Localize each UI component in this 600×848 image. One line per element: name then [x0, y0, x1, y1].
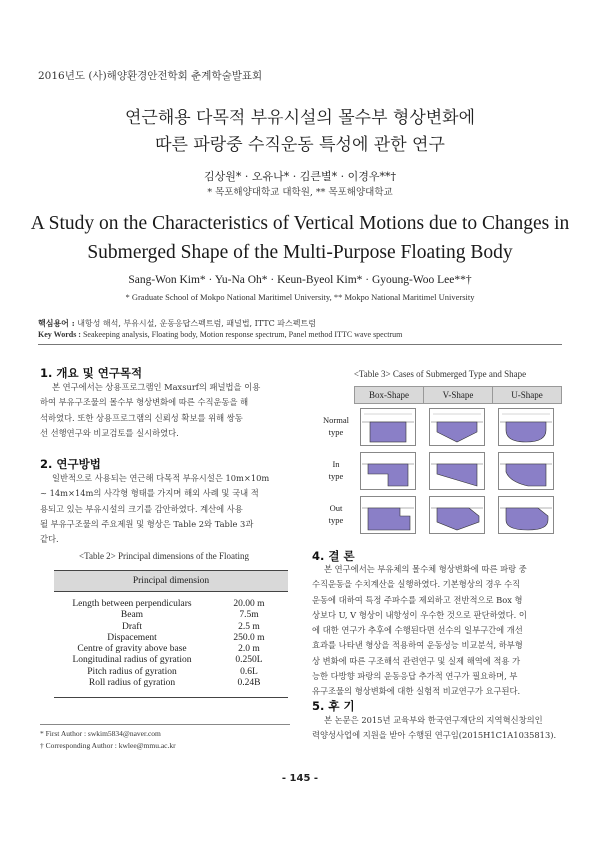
english-title-line-2: Submerged Shape of the Multi-Purpose Floating Body [87, 242, 513, 263]
conference-header: 2016년도 (사)해양환경안전학회 춘계학술발표회 [38, 70, 263, 82]
table-row [54, 599, 288, 610]
table-3-caption: <Table 3> Cases of Submerged Type and Shape [353, 369, 527, 379]
out-box-shape-figure [360, 496, 416, 534]
table-row [54, 667, 288, 678]
normal-u-shape-figure [498, 408, 554, 446]
keywords-korean-label: 핵심용어 : [38, 318, 75, 328]
korean-title-line-1: 연근해용 다목적 부유시설의 몰수부 형상변화에 [124, 108, 476, 128]
table-row [54, 644, 288, 655]
keywords-divider [38, 344, 562, 345]
table-3-col-v: V-Shape [423, 386, 493, 404]
section-1-line: 본 연구에서는 상용프로그램인 Maxsurf의 패널법을 이용 [52, 382, 261, 392]
section-4-line: 유구조물의 형상변화에 대한 실험적 비교연구가 요구된다. [312, 686, 521, 697]
keywords-korean-text: 내항성 해석, 부유시설, 운동응답스펙트럼, 패널법, ITTC 파스펙트럼 [77, 319, 316, 328]
row-label-line: Normal [323, 415, 349, 425]
table-2-bottom-rule [54, 697, 288, 698]
section-4-line: 운동에 대하여 특정 주파수를 제외하고 전반적으로 Box 형 [312, 594, 523, 605]
section-1-line: 석하였다. 또한 상용프로그램의 신뢰성 확보를 위해 쌍동 [40, 412, 243, 423]
table-row [54, 678, 288, 689]
section-2-line: 일반적으로 사용되는 연근해 다목적 부유시설은 10m×10m [52, 473, 270, 483]
table-2-caption: <Table 2> Principal dimensions of the Floating [79, 551, 249, 561]
table-row [54, 655, 288, 666]
normal-box-shape-figure [360, 408, 416, 446]
section-2-line: ~ 14m×14m의 사각형 형태를 가지며 해외 사례 및 국내 적 [40, 488, 259, 499]
out-u-shape-figure [498, 496, 554, 534]
korean-title-line-2: 따른 파랑중 수직운동 특성에 관한 연구 [155, 135, 445, 155]
section-2-line: 같다. [40, 534, 59, 545]
section-1-line: 하여 부유구조물의 몰수부 형상변화에 따른 수직운동을 해 [40, 397, 249, 408]
section-4-line: 상 변화에 따른 구조해석 관련연구 및 실제 해역에 적용 가 [312, 655, 521, 666]
section-4-line: 상보다 U, V 형상이 내항성이 우수한 것으로 판단하였다. 이 [312, 609, 527, 620]
korean-affiliation: * 목포해양대학교 대학원, ** 목포해양대학교 [207, 187, 393, 198]
section-4-line: 효과를 나타낸 형상을 적용하여 운동성능 비교분석, 하부형 [312, 640, 523, 651]
table-cell-value: 0.6L [240, 666, 258, 677]
table-cell-label: Beam [120, 610, 144, 621]
table-2-header: Principal dimension [54, 570, 288, 592]
table-3-col-box: Box-Shape [354, 386, 424, 404]
section-1-title: 1. 개요 및 연구목적 [40, 366, 143, 380]
english-affiliation: * Graduate School of Mokpo National Maritimel University, ** Mokpo National Maritimel University [125, 292, 475, 302]
section-4-line: 수직운동을 수치계산을 실행하였다. 기본형상의 경우 수직 [312, 579, 521, 590]
table-cell-label: Roll radius of gyration [88, 678, 176, 689]
section-5-body [312, 713, 562, 744]
table-cell-label: Dispacement [107, 632, 157, 643]
section-4-title: 4. 결 론 [312, 549, 355, 563]
in-v-shape-figure [429, 452, 485, 490]
table-3-col-u: U-Shape [492, 386, 562, 404]
section-1-body [40, 380, 288, 441]
section-1-line: 선 선행연구와 비교검토를 실시하였다. [40, 427, 179, 438]
keywords-korean [38, 318, 316, 329]
table-cell-value: 2.5 m [238, 621, 260, 632]
keywords-english-text: Seakeeping analysis, Floating body, Motion response spectrum, Panel method ITTC wave spectrum [82, 330, 403, 339]
table-cell-label: Draft [121, 621, 143, 632]
table-3 [318, 386, 562, 544]
section-2-body [40, 471, 288, 547]
korean-title [0, 105, 600, 159]
table-cell-value: 20.00 m [233, 599, 265, 609]
footnote-corresponding: † Corresponding Author : kwlee@mmu.ac.kr [40, 741, 176, 750]
table-2 [54, 570, 288, 698]
out-v-shape-figure [429, 496, 485, 534]
section-2-title: 2. 연구방법 [40, 457, 101, 471]
row-label-line: In [332, 459, 340, 469]
section-5-line: 력양성사업에 지원을 받아 수행된 연구임(2015H1C1A1035813). [312, 730, 557, 741]
table-3-row-normal [318, 414, 354, 438]
section-5-line: 본 논문은 2015년 교육부와 한국연구재단의 지역혁신창의인 [324, 715, 543, 725]
footnote-first-author: * First Author : swkim5834@naver.com [40, 729, 161, 738]
table-row [54, 610, 288, 621]
section-5-title: 5. 후 기 [312, 699, 355, 713]
row-label-line: type [328, 427, 344, 437]
table-3-row-in [318, 458, 354, 482]
page-number: - 145 - [281, 773, 319, 784]
table-cell-value: 0.24B [237, 678, 261, 689]
table-cell-label: Length between perpendiculars [72, 599, 192, 609]
keywords-english [38, 330, 402, 339]
table-2-body [54, 599, 288, 689]
english-title-line-1: A Study on the Characteristics of Vertical Motions due to Changes in [30, 213, 570, 234]
footnote-divider [40, 724, 290, 725]
normal-v-shape-figure [429, 408, 485, 446]
section-2-line: 될 부유구조물의 주요제원 및 형상은 Table 2와 Table 3과 [40, 518, 254, 529]
korean-authors: 김상원* · 오유나* · 김큰별* · 이경우**† [204, 170, 396, 183]
in-u-shape-figure [498, 452, 554, 490]
table-cell-label: Centre of gravity above base [77, 644, 187, 655]
section-4-line: 능한 다방향 파랑의 운동응답 추가적 연구가 필요하며, 부 [312, 671, 518, 682]
table-cell-label: Longitudinal radius of gyration [72, 655, 192, 666]
table-row [54, 622, 288, 633]
table-row [54, 633, 288, 644]
table-3-row-out [318, 502, 354, 526]
section-4-body [312, 562, 562, 700]
row-label-line: type [328, 471, 344, 481]
table-cell-value: 250.0 m [233, 632, 265, 643]
english-authors: Sang-Won Kim* · Yu-Na Oh* · Keun-Byeol Kim* · Gyoung-Woo Lee**† [128, 274, 472, 286]
in-box-shape-figure [360, 452, 416, 490]
table-cell-value: 0.250L [235, 655, 263, 666]
table-cell-value: 7.5m [239, 610, 259, 621]
row-label-line: type [328, 515, 344, 525]
english-title [0, 209, 600, 267]
section-4-line: 에 대한 연구가 추후에 수행된다면 선수의 일부구간에 개선 [312, 625, 523, 636]
keywords-english-label: Key Words : [38, 330, 81, 339]
section-4-line: 본 연구에서는 부유체의 몰수체 형상변화에 따른 파랑 중 [324, 564, 527, 574]
section-2-line: 용되고 있는 부유시설의 크기를 감안하였다. 계산에 사용 [40, 503, 243, 514]
row-label-line: Out [329, 503, 343, 513]
table-cell-value: 2.0 m [238, 644, 260, 655]
table-cell-label: Pitch radius of gyration [87, 666, 177, 677]
